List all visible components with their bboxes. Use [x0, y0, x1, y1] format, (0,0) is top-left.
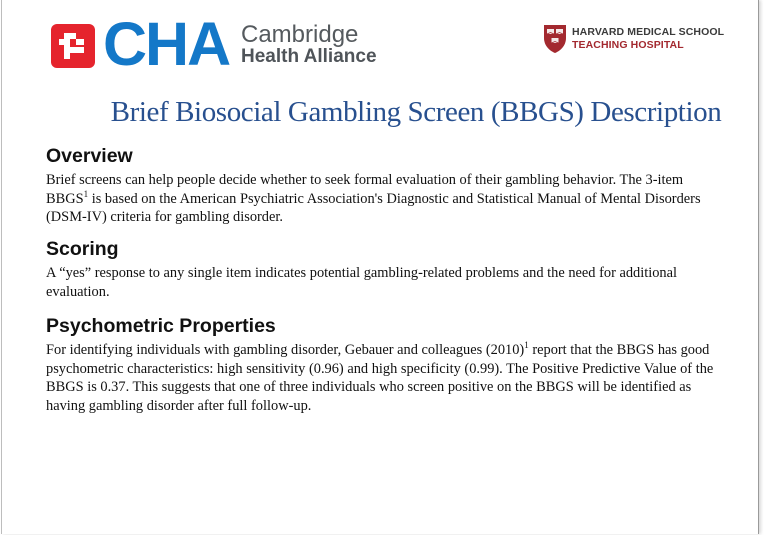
document-title: Brief Biosocial Gambling Screen (BBGS) Description [110, 96, 722, 128]
psychometric-reference: 1 [524, 340, 529, 350]
document-page [1, 0, 759, 534]
cha-logo-letters: CHA [103, 10, 230, 78]
psychometric-paragraph [46, 341, 726, 415]
cha-logo-name-line2: Health Alliance [241, 46, 377, 67]
cha-logo-name [241, 21, 377, 68]
medical-cross-icon [51, 24, 95, 68]
psychometric-text-a: For identifying individuals with gambling disorder, Gebauer and colleagues (2010) [46, 342, 525, 358]
overview-text-b: is based on the American Psychiatric Association's Diagnostic and Statistical Manual of Mental Disorders (DSM-IV) criteria for gambling disorder. [46, 190, 701, 225]
overview-text-a: Brief screens can help people decide whether to seek formal evaluation of their gambling behavior. The 3-item BBGS [46, 172, 684, 207]
overview-reference: 1 [83, 188, 89, 199]
harvard-logo-line1: HARVARD MEDICAL SCHOOL [572, 26, 725, 38]
scoring-paragraph: A “yes” response to any single item indicates potential gambling-related problems and the need for additional evaluation. [46, 265, 678, 300]
harvard-shield-icon [543, 24, 567, 54]
overview-paragraph [46, 171, 726, 227]
overview-heading: Overview [46, 145, 133, 167]
scoring-heading: Scoring [46, 238, 119, 260]
psychometric-heading: Psychometric Properties [46, 315, 276, 337]
harvard-logo-line2: TEACHING HOSPITAL [572, 39, 684, 51]
psychometric-text-b: report that the BBGS has good psychometric characteristics: high sensitivity (0.96) and high specificity (0.99). The Positive Predictive Value of the BBGS is 0.37. This suggests that one of three individuals who screen positive on the BBGS will be identified as having gambling disorder after full follow-up. [46, 342, 714, 414]
harvard-logo-text [572, 26, 724, 52]
cha-logo-name-line1: Cambridge [241, 21, 359, 48]
